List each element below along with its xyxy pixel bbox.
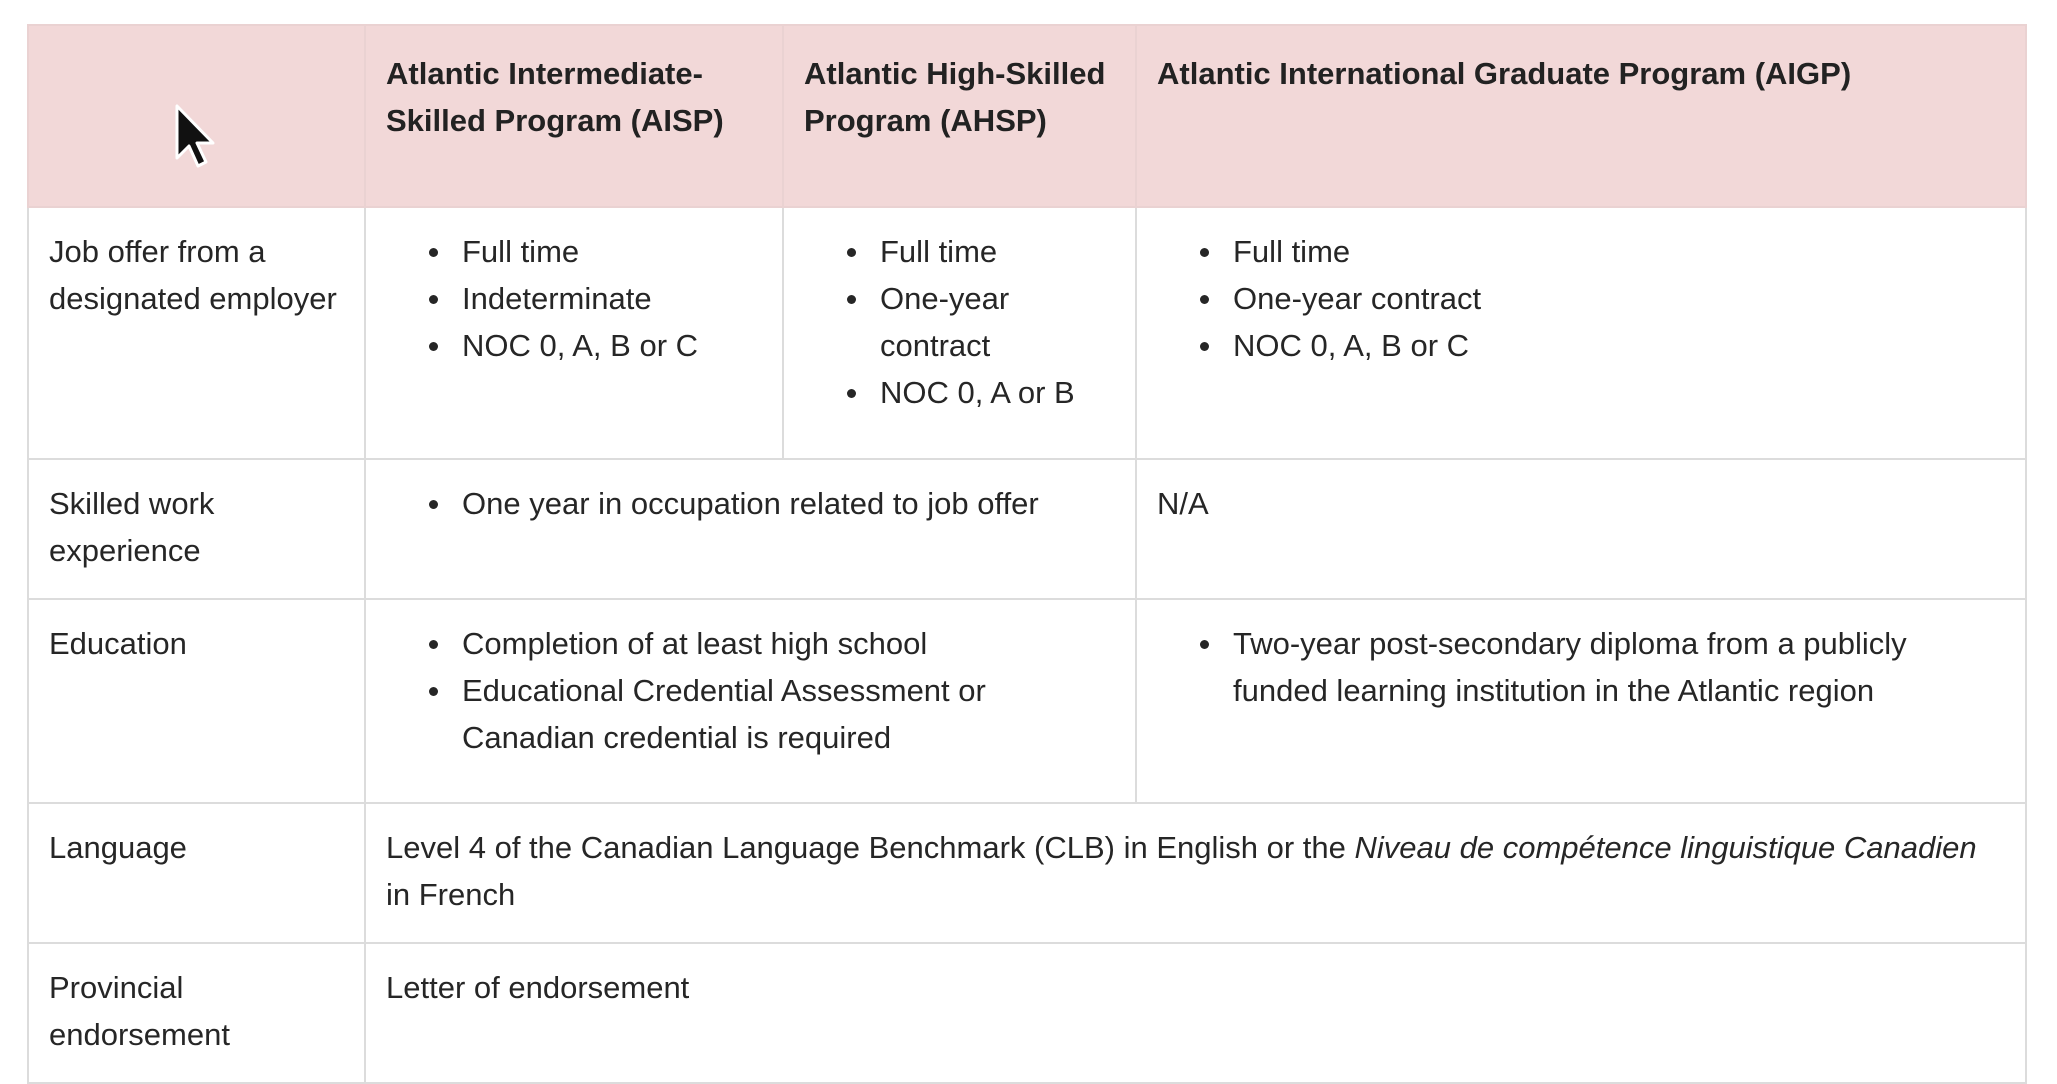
row-label-education: Education bbox=[28, 599, 365, 803]
list-item: Full time bbox=[1233, 228, 2005, 275]
header-row bbox=[28, 25, 2026, 207]
list-item: Full time bbox=[880, 228, 1115, 275]
row-label-language: Language bbox=[28, 803, 365, 943]
list-item: NOC 0, A or B bbox=[880, 369, 1115, 416]
row-label-work-experience: Skilled work experience bbox=[28, 459, 365, 599]
work-experience-list bbox=[386, 480, 1115, 527]
header-aigp: Atlantic International Graduate Program (AIGP) bbox=[1136, 25, 2026, 207]
job-offer-aigp-list bbox=[1157, 228, 2005, 369]
language-text-after: in French bbox=[386, 877, 516, 912]
table-row-work-experience bbox=[28, 459, 2026, 599]
comparison-table bbox=[27, 24, 2027, 1084]
header-aisp: Atlantic Intermediate-Skilled Program (AISP) bbox=[365, 25, 783, 207]
education-aisp-ahsp-cell bbox=[365, 599, 1136, 803]
education-aisp-ahsp-list bbox=[386, 620, 1115, 761]
list-item: NOC 0, A, B or C bbox=[1233, 322, 2005, 369]
education-aigp-list bbox=[1157, 620, 2005, 714]
list-item: One-year contract bbox=[880, 275, 1115, 369]
language-text-before: Level 4 of the Canadian Language Benchmark (CLB) in English or the bbox=[386, 830, 1355, 865]
list-item: Indeterminate bbox=[462, 275, 762, 322]
job-offer-aigp-cell bbox=[1136, 207, 2026, 459]
table-row-education bbox=[28, 599, 2026, 803]
work-experience-aigp-cell: N/A bbox=[1136, 459, 2026, 599]
list-item: Completion of at least high school bbox=[462, 620, 1115, 667]
language-text-italic: Niveau de compétence linguistique Canadien bbox=[1354, 830, 1977, 865]
list-item: Two-year post-secondary diploma from a publicly funded learning institution in the Atlantic region bbox=[1233, 620, 2005, 714]
table-row-job-offer bbox=[28, 207, 2026, 459]
job-offer-aisp-cell bbox=[365, 207, 783, 459]
table-row-endorsement bbox=[28, 943, 2026, 1083]
table-row-language bbox=[28, 803, 2026, 943]
list-item: One-year contract bbox=[1233, 275, 2005, 322]
endorsement-requirement-cell: Letter of endorsement bbox=[365, 943, 2026, 1083]
education-aigp-cell bbox=[1136, 599, 2026, 803]
row-label-endorsement: Provincial endorsement bbox=[28, 943, 365, 1083]
header-ahsp: Atlantic High-Skilled Program (AHSP) bbox=[783, 25, 1136, 207]
list-item: Educational Credential Assessment or Canadian credential is required bbox=[462, 667, 1115, 761]
row-label-job-offer: Job offer from a designated employer bbox=[28, 207, 365, 459]
list-item: NOC 0, A, B or C bbox=[462, 322, 762, 369]
job-offer-ahsp-list bbox=[804, 228, 1115, 416]
job-offer-aisp-list bbox=[386, 228, 762, 369]
language-requirement-cell bbox=[365, 803, 2026, 943]
work-experience-aisp-ahsp-cell bbox=[365, 459, 1136, 599]
job-offer-ahsp-cell bbox=[783, 207, 1136, 459]
list-item: One year in occupation related to job offer bbox=[462, 480, 1115, 527]
mouse-pointer-icon bbox=[173, 104, 217, 170]
list-item: Full time bbox=[462, 228, 762, 275]
